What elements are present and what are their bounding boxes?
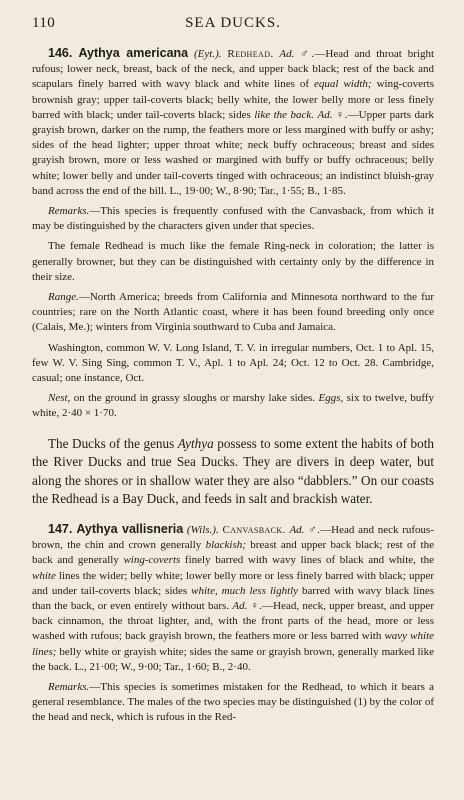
species-147-entry	[32, 522, 434, 675]
species-147-wing-coverts: wing-coverts	[123, 554, 181, 567]
species-147-remarks-text: —This species is sometimes mistaken for the Redhead, to which it bears a general resemblance. The males of the two species may be distinguished (1) by the color of the head and neck, which is rufous in the Red-	[32, 681, 434, 724]
species-146-nest	[32, 391, 434, 421]
genus-aythya-note	[32, 435, 434, 509]
species-146-desc-1: —Head and throat bright rufous; lower neck, breast, back of the neck, and upper back black; rest of the back and scapulars finely barred with wavy black and white lines of	[32, 48, 435, 91]
species-147-desc-6: —Head, neck, upper breast, and upper back cinnamon, the throat lighter, and, with the front parts of the head, more or less washed with rufous; back grayish brown, the feathers more or less barred with	[32, 600, 434, 643]
species-146-range-text: —North America; breeds from California and Minnesota northward to the fur countries; rare on the North Atlantic coast, where it has been found breeding only once (Calais, Me.); winters from Virginia southward to Cuba and Jamaica.	[32, 291, 434, 334]
genus-note-genus: Aythya	[177, 435, 214, 451]
species-147-desc-4: lines the wider; belly white; lower belly more or less finely barred with black; upper and under tail-coverts black; sides	[32, 569, 434, 597]
species-147-desc-3: finely barred with wavy lines of black and white, the	[180, 554, 434, 567]
species-147-male-label: Ad. ♂.	[289, 524, 321, 537]
species-147-white-word: white	[32, 569, 56, 582]
species-146-range-label: Range.	[48, 291, 79, 304]
species-146-remarks-label: Remarks.	[48, 205, 90, 218]
page-content	[32, 46, 434, 726]
species-147-wavy-white: wavy white lines;	[32, 630, 435, 658]
species-146-desc-2: wing-coverts brownish gray; upper tail-coverts black; belly white, the lower belly more or less finely barred with black; under tail-coverts black; sides	[32, 78, 434, 121]
species-146-local-records: Washington, common W. V. Long Island, T. V. in irregular numbers, Oct. 1 to Apl. 15, few W. V. Sing Sing, common T. V., Apl. 1 to Apl. 24; Oct. 12 to Oct. 28. Cambridge, casual; one instance, Oct.	[32, 341, 434, 385]
species-147-authority: (Wils.).	[186, 524, 219, 537]
species-147-name: 147. Aythya vallisneria	[48, 522, 184, 537]
running-title: SEA DUCKS.	[185, 15, 281, 31]
species-146-desc-3: —Upper parts dark grayish brown, darker on the rump, the feathers more or less margined with buffy or ashy; sides of the head lighter; upper throat white; neck buffy ochraceous; breast and sides grayish brown, more or less washed or margined with buffy or buffy ochraceous; belly white; lower belly and under tail-coverts tinged with ochraceous; an indistinct bluish-gray band across the end of the bill. L., 19·00; W., 8·90; Tar., 1·55; B., 1·85.	[32, 108, 434, 197]
species-147-desc-7: belly white or grayish white; sides the same or grayish brown, generally marked like the back. L., 21·00; W., 9·00; Tar., 1·60; B., 2·40.	[32, 645, 434, 673]
species-146-name: 146. Aythya americana	[48, 46, 189, 60]
species-146-nest-label: Nest,	[48, 392, 71, 405]
species-146-remarks-text: —This species is frequently confused with the Canvasback, from which it may be distinguished by the characters given under that species.	[32, 205, 434, 233]
species-147-common-name: Canvasback.	[222, 524, 286, 537]
page-number: 110	[32, 15, 56, 31]
species-146-authority: (Eyt.).	[194, 48, 222, 60]
species-146-range	[32, 290, 434, 336]
species-146-female-note: The female Redhead is much like the female Ring-neck in coloration; the latter is generally browner, but they can be distinguished with certainty only by the difference in their size.	[32, 240, 434, 283]
species-146-eggs-label: Eggs,	[318, 392, 344, 405]
species-147-desc-5: barred with wavy black lines than the back, or even entirely without bars.	[32, 584, 434, 613]
species-146-common-name: Redhead.	[227, 48, 274, 60]
species-146-nest-text: on the ground in grassy sloughs or marshy lake sides.	[70, 392, 319, 405]
species-146-male-label: Ad. ♂.	[279, 48, 315, 60]
species-146-female-label: Ad. ♀.	[317, 108, 348, 121]
species-147-female-label: Ad. ♀.	[232, 600, 263, 613]
species-147-desc-1: —Head and neck rufous-brown, the chin and crown generally	[32, 524, 435, 552]
genus-note-before: The Ducks of the genus	[48, 435, 178, 451]
species-147-remarks	[32, 680, 434, 726]
species-147-white-less: white, much less lightly	[191, 584, 299, 597]
species-146-entry	[32, 46, 434, 199]
species-147-remarks-label: Remarks.	[48, 681, 90, 694]
species-146-equal-width: equal width;	[314, 78, 372, 91]
species-147-desc-2: breast and upper back black; rest of the back and generally	[32, 539, 434, 567]
species-146-like-back: like the back.	[254, 108, 314, 121]
genus-note-after: possess to some extent the habits of both the River Ducks and true Sea Ducks. They are divers in deep water, but along the shores or in shallow water they are also “dabblers.” On our coasts the Redhead is a Bay Duck, and feeds in salt and brackish water.	[32, 435, 434, 507]
running-head	[32, 15, 434, 35]
species-146-remarks	[32, 204, 434, 234]
species-146-eggs-text: six to twelve, buffy white, 2·40 × 1·70.	[32, 392, 435, 420]
species-147-blackish: blackish;	[205, 539, 246, 552]
